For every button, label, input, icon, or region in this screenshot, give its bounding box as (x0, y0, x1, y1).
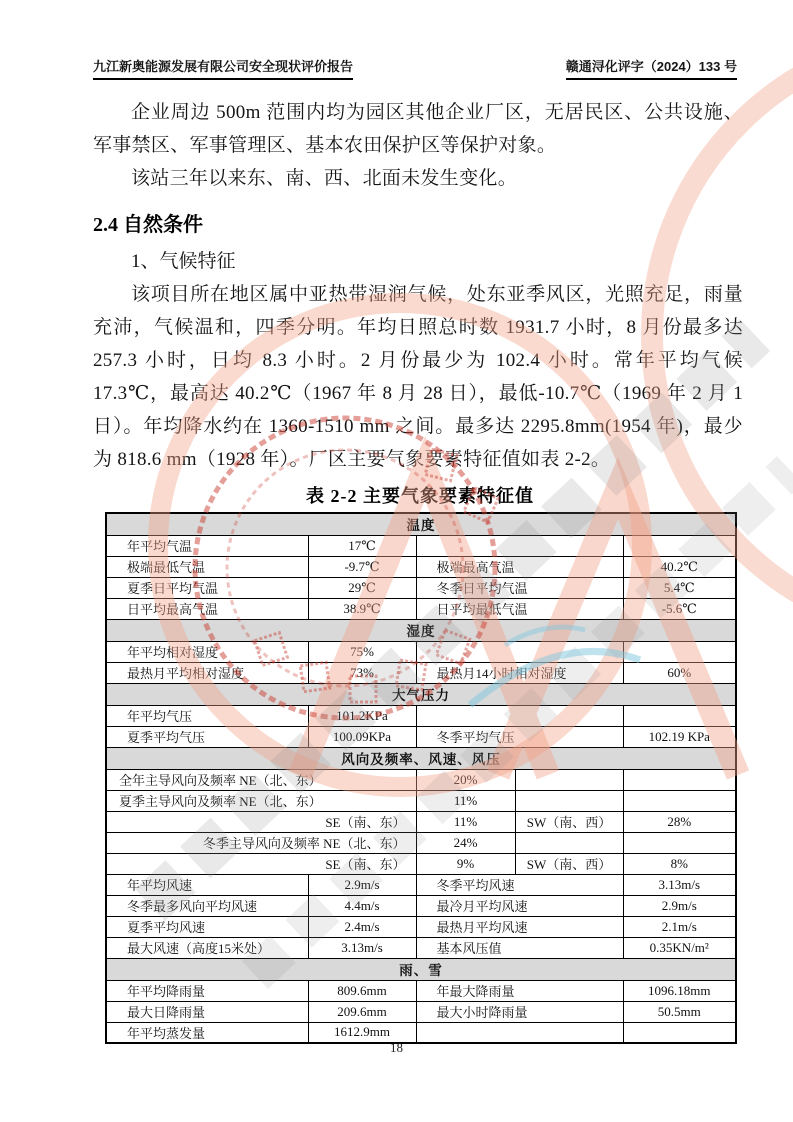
table-row (106, 811, 736, 832)
page-content (93, 96, 743, 1044)
table-cell: 3.13m/s (308, 937, 416, 958)
table-cell: 102.19 KPa (623, 726, 736, 747)
table-cell: 全年主导风向及频率 NE（北、东） (106, 769, 416, 790)
table-section-header: 湿度 (106, 619, 736, 641)
table-cell: 最热月平均相对湿度 (106, 662, 308, 683)
header-doc-number: 赣通浔化评字（2024）133 号 (566, 56, 737, 80)
table-row (106, 619, 736, 641)
table-cell: 2.9m/s (623, 895, 736, 916)
table-row (106, 916, 736, 937)
table-cell: 29℃ (308, 577, 416, 598)
page-number: 18 (390, 1040, 403, 1055)
table-row (106, 769, 736, 790)
table-cell: 日平均最高气温 (106, 598, 308, 619)
table-cell: 冬季主导风向及频率 NE（北、东） (106, 832, 416, 853)
table-cell: 75% (308, 641, 416, 662)
table-cell: 209.6mm (308, 1001, 416, 1022)
table-cell (623, 832, 736, 853)
weather-table (105, 512, 737, 1044)
table-cell (416, 641, 623, 662)
table-cell: 2.1m/s (623, 916, 736, 937)
table-row (106, 853, 736, 874)
table-cell: 17℃ (308, 535, 416, 556)
table-row (106, 577, 736, 598)
table-cell: 11% (416, 790, 515, 811)
table-cell: 2.9m/s (308, 874, 416, 895)
table-cell (623, 790, 736, 811)
table-cell: 24% (416, 832, 515, 853)
table-row (106, 535, 736, 556)
table-row (106, 1001, 736, 1022)
table-cell (623, 705, 736, 726)
table-cell (623, 535, 736, 556)
section-heading-2-4: 2.4 自然条件 (93, 214, 203, 236)
table-cell: 年最大降雨量 (416, 980, 623, 1001)
table-cell: 冬季最多风向平均风速 (106, 895, 308, 916)
table-cell: 最冷月平均风速 (416, 895, 623, 916)
table-cell: 最热月14小时相对湿度 (416, 662, 623, 683)
table-row (106, 937, 736, 958)
paragraph-no-change: 该站三年以来东、南、西、北面未发生变化。 (131, 168, 518, 189)
table-cell: SE（南、东） (106, 811, 416, 832)
table-cell: 年平均气压 (106, 705, 308, 726)
table-cell (515, 832, 623, 853)
table-section-header: 大气压力 (106, 683, 736, 705)
table-cell: 60% (623, 662, 736, 683)
table-cell: -5.6℃ (623, 598, 736, 619)
table-cell: 夏季平均风速 (106, 916, 308, 937)
subsection-heading-climate: 1、气候特征 (131, 251, 236, 272)
table-cell (515, 790, 623, 811)
table-cell: 基本风压值 (416, 937, 623, 958)
table-cell: SW（南、西） (515, 811, 623, 832)
table-row (106, 641, 736, 662)
table-row (106, 598, 736, 619)
table-title: 表 2-2 主要气象要素特征值 (306, 486, 534, 506)
table-cell: 冬季平均风速 (416, 874, 623, 895)
table-cell: 73% (308, 662, 416, 683)
table-cell: 8% (623, 853, 736, 874)
table-section-header: 温度 (106, 513, 736, 535)
table-cell: 最大风速（高度15米处） (106, 937, 308, 958)
table-row (106, 980, 736, 1001)
table-cell: 最大日降雨量 (106, 1001, 308, 1022)
table-cell: 夏季平均气压 (106, 726, 308, 747)
table-cell: 夏季日平均气温 (106, 577, 308, 598)
table-cell: 38.9℃ (308, 598, 416, 619)
header-report-title: 九江新奥能源发展有限公司安全现状评价报告 (93, 56, 353, 80)
table-cell (416, 705, 623, 726)
table-cell: 11% (416, 811, 515, 832)
table-cell: 100.09KPa (308, 726, 416, 747)
table-cell: 4.4m/s (308, 895, 416, 916)
table-row (106, 705, 736, 726)
table-row (106, 747, 736, 769)
table-cell: 夏季主导风向及频率 NE（北、东） (106, 790, 416, 811)
table-row (106, 874, 736, 895)
table-cell: 冬季日平均气温 (416, 577, 623, 598)
table-row (106, 513, 736, 535)
table-cell: 年平均相对湿度 (106, 641, 308, 662)
table-row (106, 958, 736, 980)
table-cell: SW（南、西） (515, 853, 623, 874)
table-row (106, 726, 736, 747)
table-cell: 2.4m/s (308, 916, 416, 937)
table-cell: 3.13m/s (623, 874, 736, 895)
table-cell: 年平均气温 (106, 535, 308, 556)
table-cell: 冬季平均气压 (416, 726, 623, 747)
table-cell: 日平均最低气温 (416, 598, 623, 619)
table-cell: 极端最高气温 (416, 556, 623, 577)
table-cell: -9.7℃ (308, 556, 416, 577)
table-cell: 0.35KN/m² (623, 937, 736, 958)
table-row (106, 790, 736, 811)
table-cell (623, 769, 736, 790)
table-cell: 年平均降雨量 (106, 980, 308, 1001)
table-row (106, 556, 736, 577)
table-section-header: 风向及频率、风速、风压 (106, 747, 736, 769)
table-cell: 50.5mm (623, 1001, 736, 1022)
table-cell: 最热月平均风速 (416, 916, 623, 937)
table-row (106, 683, 736, 705)
table-cell: 年平均蒸发量 (106, 1022, 308, 1043)
table-cell: 20% (416, 769, 515, 790)
table-cell: 28% (623, 811, 736, 832)
table-cell: SE（南、东） (106, 853, 416, 874)
page-header (93, 56, 737, 80)
table-cell: 1612.9mm (308, 1022, 416, 1043)
table-cell: 1096.18mm (623, 980, 736, 1001)
table-section-header: 雨、雪 (106, 958, 736, 980)
table-cell (416, 535, 623, 556)
table-cell: 最大小时降雨量 (416, 1001, 623, 1022)
table-cell: 809.6mm (308, 980, 416, 1001)
table-cell: 101.2KPa (308, 705, 416, 726)
table-cell: 9% (416, 853, 515, 874)
table-cell: 5.4℃ (623, 577, 736, 598)
paragraph-surroundings: 企业周边 500m 范围内均为园区其他企业厂区，无居民区、公共设施、军事禁区、军事管理区、基本农田保护区等保护对象。 (93, 102, 743, 156)
table-cell: 极端最低气温 (106, 556, 308, 577)
table-cell (623, 641, 736, 662)
table-row (106, 895, 736, 916)
paragraph-climate: 该项目所在地区属中亚热带湿润气候，处东亚季风区，光照充足，雨量充沛，气候温和，四季分明。年均日照总时数 1931.7 小时，8 月份最多达 257.3 小时，日均 8.3 小时。2 月份最少为 102.4 小时。常年平均气候 17.3℃，最高达 40.2℃（1967 年 8 月 28 日），最低-10.7℃（1969 年 2 月 1 日）。年均降水约在 1360-1510 mm 之间。最多达 2295.8mm(1954 年)，最少为 818.6 mm（1928 年）。厂区主要气象要素特征值如表 2-2。 (93, 284, 743, 470)
table-row (106, 662, 736, 683)
table-row (106, 832, 736, 853)
table-cell: 年平均风速 (106, 874, 308, 895)
table-cell (515, 769, 623, 790)
table-cell: 40.2℃ (623, 556, 736, 577)
